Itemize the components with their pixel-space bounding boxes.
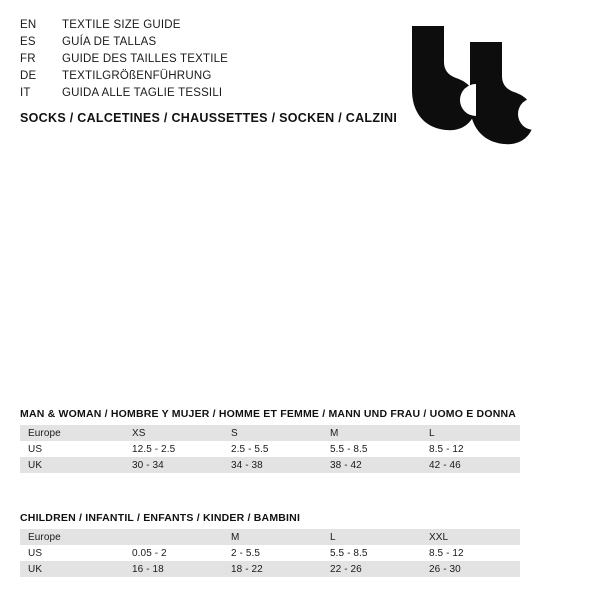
row-label-uk: UK: [20, 457, 124, 473]
language-code: IT: [20, 87, 31, 99]
adults-table-caption: MAN & WOMAN / HOMBRE Y MUJER / HOMME ET FEMME / MANN UND FRAU / UOMO E DONNA: [20, 408, 517, 420]
cell-us-l: 8.5 - 12: [421, 441, 520, 457]
table-row: [20, 441, 520, 457]
cell-us-3: 5.5 - 8.5: [322, 545, 421, 561]
header-cell-xs: XS: [124, 425, 223, 441]
language-row-es: [20, 34, 380, 51]
header-cell-l: L: [322, 529, 421, 545]
language-row-en: [20, 17, 380, 34]
header-cell-l: L: [421, 425, 520, 441]
header-cell-m: M: [223, 529, 322, 545]
header-cell-xxl: XXL: [421, 529, 520, 545]
table-header-row: [20, 529, 520, 545]
adults-size-section: [20, 408, 517, 473]
language-row-fr: [20, 51, 380, 68]
table-header-row: [20, 425, 520, 441]
cell-uk-2: 18 - 22: [223, 561, 322, 577]
row-label-us: US: [20, 545, 124, 561]
row-label-uk: UK: [20, 561, 124, 577]
header-cell-blank: [124, 529, 223, 545]
children-table-caption: CHILDREN / INFANTIL / ENFANTS / KINDER / BAMBINI: [20, 512, 301, 524]
cell-uk-m: 38 - 42: [322, 457, 421, 473]
language-text: GUIDE DES TAILLES TEXTILE: [62, 53, 229, 65]
header-cell-s: S: [223, 425, 322, 441]
language-code: ES: [20, 36, 36, 48]
cell-us-s: 2.5 - 5.5: [223, 441, 322, 457]
language-code: FR: [20, 53, 36, 65]
language-text: TEXTILGRÖßENFÜHRUNG: [62, 70, 212, 82]
language-row-de: [20, 68, 380, 85]
product-title: SOCKS / CALCETINES / CHAUSSETTES / SOCKEN / CALZINI: [20, 111, 398, 125]
table-row: [20, 457, 520, 473]
cell-uk-xs: 30 - 34: [124, 457, 223, 473]
cell-us-4: 8.5 - 12: [421, 545, 520, 561]
language-list: [20, 17, 380, 102]
socks-illustration: [400, 18, 580, 178]
cell-uk-1: 16 - 18: [124, 561, 223, 577]
language-row-it: [20, 85, 380, 102]
cell-uk-s: 34 - 38: [223, 457, 322, 473]
children-size-table: [20, 529, 520, 577]
cell-us-2: 2 - 5.5: [223, 545, 322, 561]
language-text: GUÍA DE TALLAS: [62, 36, 157, 48]
header-cell-europe: Europe: [20, 425, 124, 441]
language-text: TEXTILE SIZE GUIDE: [62, 19, 181, 31]
table-row: [20, 545, 520, 561]
header-cell-europe: Europe: [20, 529, 124, 545]
adults-size-table: [20, 425, 520, 473]
table-row: [20, 561, 520, 577]
cell-uk-3: 22 - 26: [322, 561, 421, 577]
language-code: EN: [20, 19, 37, 31]
language-text: GUIDA ALLE TAGLIE TESSILI: [62, 87, 223, 99]
cell-us-xs: 12.5 - 2.5: [124, 441, 223, 457]
cell-us-m: 5.5 - 8.5: [322, 441, 421, 457]
children-size-section: [20, 512, 482, 577]
row-label-us: US: [20, 441, 124, 457]
cell-uk-4: 26 - 30: [421, 561, 520, 577]
cell-us-1: 0.05 - 2: [124, 545, 223, 561]
cell-uk-l: 42 - 46: [421, 457, 520, 473]
language-code: DE: [20, 70, 37, 82]
header-cell-m: M: [322, 425, 421, 441]
